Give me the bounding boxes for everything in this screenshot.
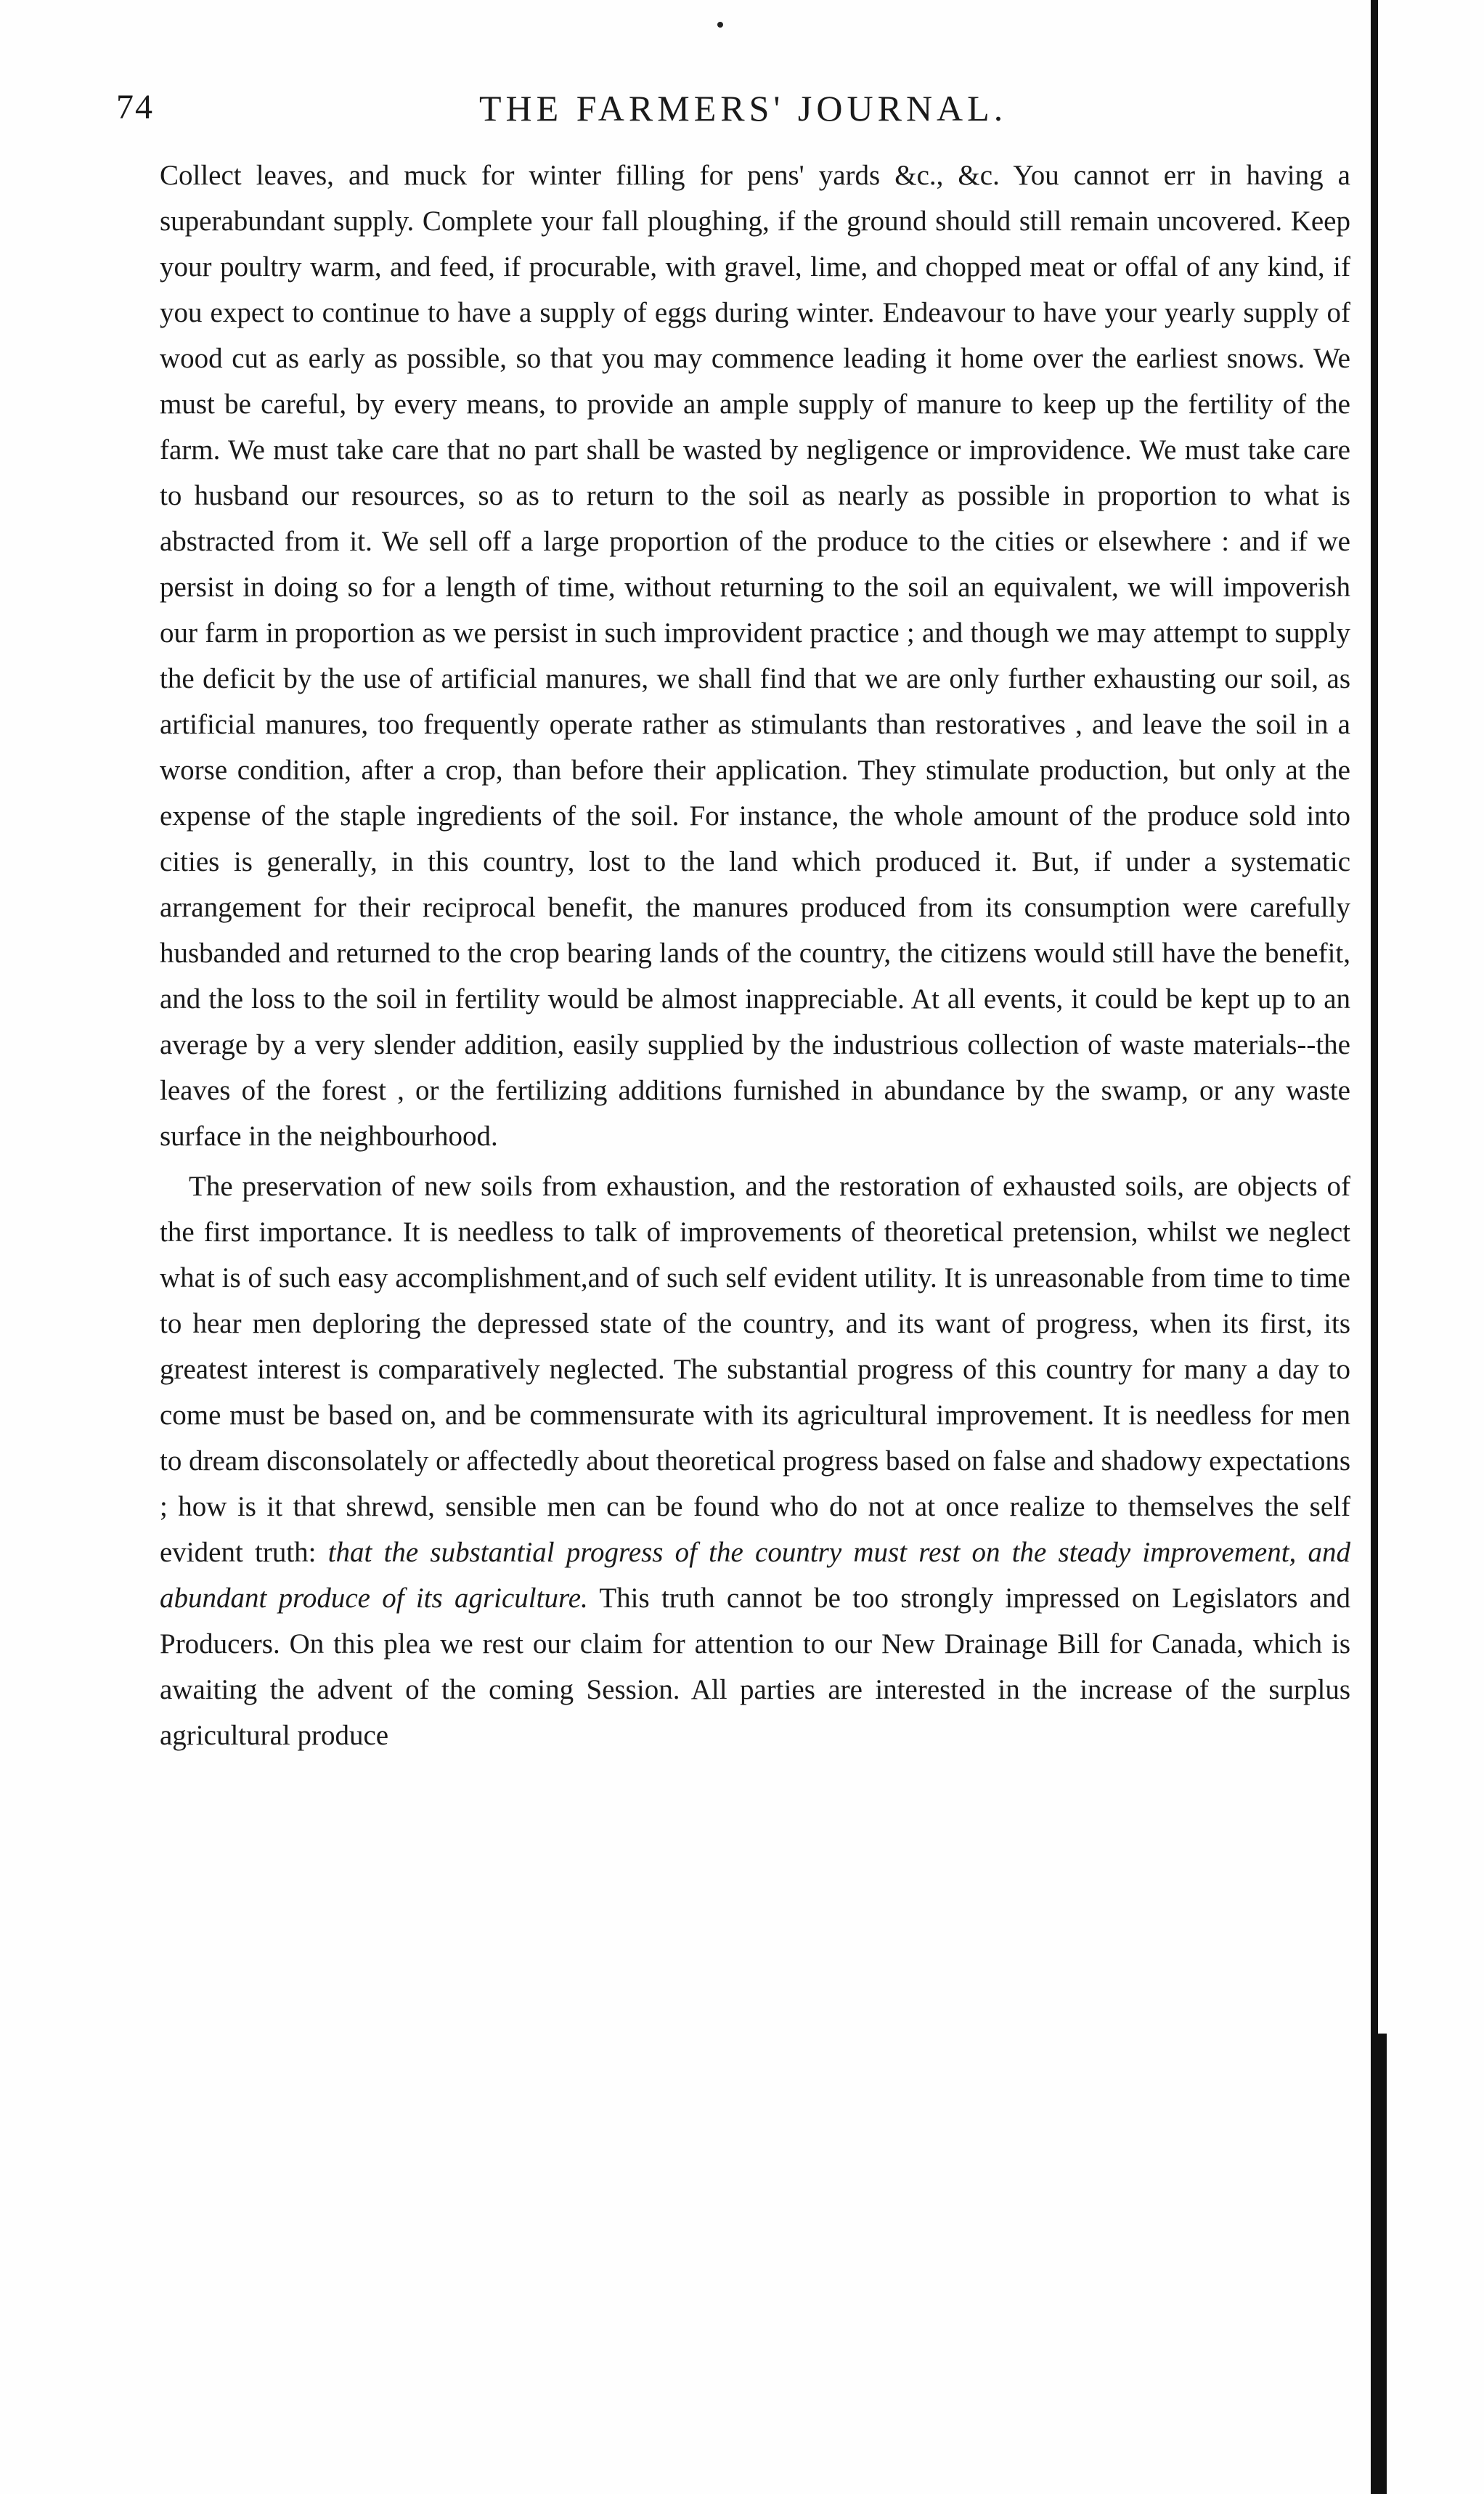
paragraph-2-end: This truth cannot be too strongly impressed on Legislators and Producers. On this plea we rest our claim for attention to our New Drainage Bill for Canada, which is awaiting the advent of the coming Session. All parties are interested in the increase of the surplus agricultural produce: [160, 1583, 1350, 1751]
paragraph-2-italic-truth: that the substantial progress of the country must rest on the steady improvement, and abundant produce of its agriculture.: [160, 1537, 1350, 1614]
page-number: 74: [116, 88, 154, 126]
paragraph-1: Collect leaves, and muck for winter filling for pens' yards &c., &c. You cannot err in having a superabundant supply. Complete your fall ploughing, if the ground should still remain uncovered. Keep your poultry warm, and feed, if procurable, with gravel, lime, and chopped meat or offal of any kind, if you expect to continue to have a supply of eggs during winter. Endeavour to have your yearly supply of wood cut as early as possible, so that you may commence leading it home over the earliest snows. We must be careful, by every means, to provide an ample supply of manure to keep up the fertility of the farm. We must take care that no part shall be wasted by negligence or improvidence. We must take care to husband our resources, so as to return to the soil as nearly as possible in proportion to what is abstracted from it. We sell off a large proportion of the produce to the cities or elsewhere : and if we persist in doing so for a length of time, without returning to the soil an equivalent, we will impoverish our farm in proportion as we persist in such improvident practice ; and though we may attempt to supply the deficit by the use of artificial manures, we shall find that we are only further exhausting our soil, as artificial manures, too frequently operate rather as stimulants than restoratives , and leave the soil in a worse condition, after a crop, than before their application. They stimulate production, but only at the expense of the staple ingredients of the soil. For instance, the whole amount of the produce sold into cities is generally, in this country, lost to the land which produced it. But, if under a systematic arrangement for their reciprocal benefit, the manures produced from its consumption were carefully husbanded and returned to the crop bearing lands of the country, the citizens would still have the benefit, and the loss to the soil in fertility would be almost inappreciable. At all events, it could be kept up to an average by a very slender addition, easily supplied by the industrious collection of waste materials--the leaves of the forest , or the fertilizing additions furnished in abundance by the swamp, or any waste surface in the neighbourhood.: [160, 160, 1350, 1152]
page-header: [116, 87, 1350, 138]
print-dot-mark: [717, 22, 723, 28]
binding-edge-shadow: [1371, 2034, 1387, 2494]
paragraph-2-start: The preservation of new soils from exhaustion, and the restoration of exhausted soils, are objects of the first importance. It is needless to talk of improvements of theoretical pretension, whilst we neglect what is of such easy accomplishment,and of such self evident utility. It is unreasonable from time to time to hear men deploring the depressed state of the country, and its want of progress, when its first, its greatest interest is comparatively neglected. The substantial progress of this country for many a day to come must be based on, and be commensurate with its agricultural improvement. It is needless for men to dream disconsolately or affectedly about theoretical progress based on false and shadowy expectations ; how is it that shrewd, sensible men can be found who do not at once realize to themselves the self evident truth:: [160, 1171, 1350, 1568]
running-title: THE FARMERS' JOURNAL.: [479, 88, 1008, 129]
paragraph-2: [160, 1163, 1350, 1758]
article-body: [160, 153, 1350, 1758]
